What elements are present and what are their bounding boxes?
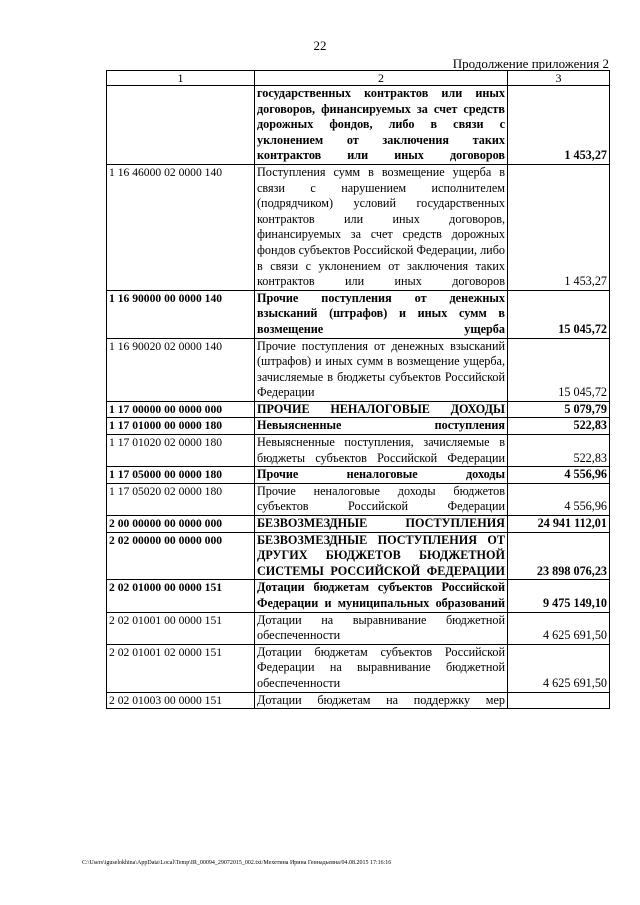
value-cell: 522,83 [508, 418, 610, 435]
code-cell: 1 16 46000 02 0000 140 [107, 164, 255, 290]
description-cell: Поступления сумм в возмещение ущерба в связи с нарушением исполнителем (подрядчиком) условий государственных контрактов или иных договоров, финансируемых за счет средств дорожных фондов субъектов Российской Федерации, либо в связи с уклонением от заключения таких контрактов или иных договоров [255, 164, 508, 290]
description-cell: Прочие поступления от денежных взысканий (штрафов) и иных сумм в возмещение ущерба, зачисляемые в бюджеты субъектов Российской Федерации [255, 338, 508, 401]
table-row [107, 483, 610, 515]
table-row [107, 644, 610, 692]
code-cell: 1 16 90000 00 0000 140 [107, 290, 255, 338]
table-row [107, 418, 610, 435]
value-cell: 1 453,27 [508, 86, 610, 165]
value-cell: 4 556,96 [508, 483, 610, 515]
value-cell: 522,83 [508, 435, 610, 467]
description-cell: Дотации бюджетам субъектов Российской Федерации и муниципальных образований [255, 580, 508, 612]
value-cell: 4 556,96 [508, 467, 610, 484]
table-row [107, 435, 610, 467]
code-cell: 1 17 01020 02 0000 180 [107, 435, 255, 467]
description-cell: государственных контрактов или иных договоров, финансируемых за счет средств дорожных фондов, либо в связи с уклонением от заключения таких контрактов или иных договоров [255, 86, 508, 165]
value-cell: 5 079,79 [508, 401, 610, 418]
description-cell: Прочие поступления от денежных взысканий (штрафов) и иных сумм в возмещение ущерба [255, 290, 508, 338]
column-header: 3 [508, 71, 610, 86]
description-cell: ПРОЧИЕ НЕНАЛОГОВЫЕ ДОХОДЫ [255, 401, 508, 418]
table-row [107, 516, 610, 533]
table-row [107, 401, 610, 418]
table-row [107, 338, 610, 401]
table-row [107, 290, 610, 338]
table-row [107, 612, 610, 644]
budget-table [106, 70, 610, 709]
file-path-footer: C:\Users\iguselokhina\AppData\Local\Temp\IR_00094_29072015_002.txt/Мехетина Ирина Геннадьевна/04.08.2015 17:16:16 [82, 860, 392, 866]
table-row [107, 692, 610, 709]
table-row [107, 580, 610, 612]
description-cell: Прочие неналоговые доходы [255, 467, 508, 484]
code-cell: 2 00 00000 00 0000 000 [107, 516, 255, 533]
continuation-label: Продолжение приложения 2 [452, 56, 609, 71]
value-cell: 23 898 076,23 [508, 532, 610, 580]
page-number: 22 [313, 38, 327, 53]
description-cell: Невыясненные поступления [255, 418, 508, 435]
description-cell: Дотации бюджетам субъектов Российской Федерации на выравнивание бюджетной обеспеченности [255, 644, 508, 692]
table-row [107, 532, 610, 580]
value-cell: 4 625 691,50 [508, 644, 610, 692]
table-header-row [107, 71, 610, 86]
description-cell: Дотации на выравнивание бюджетной обеспеченности [255, 612, 508, 644]
column-header: 2 [255, 71, 508, 86]
table-row [107, 164, 610, 290]
table-row [107, 467, 610, 484]
description-cell: БЕЗВОЗМЕЗДНЫЕ ПОСТУПЛЕНИЯ ОТ ДРУГИХ БЮДЖЕТОВ БЮДЖЕТНОЙ СИСТЕМЫ РОССИЙСКОЙ ФЕДЕРАЦИИ [255, 532, 508, 580]
value-cell: 15 045,72 [508, 338, 610, 401]
code-cell: 2 02 01001 00 0000 151 [107, 612, 255, 644]
code-cell: 1 17 05020 02 0000 180 [107, 483, 255, 515]
code-cell: 1 16 90020 02 0000 140 [107, 338, 255, 401]
code-cell: 1 17 00000 00 0000 000 [107, 401, 255, 418]
code-cell: 1 17 05000 00 0000 180 [107, 467, 255, 484]
code-cell: 1 17 01000 00 0000 180 [107, 418, 255, 435]
value-cell: 9 475 149,10 [508, 580, 610, 612]
value-cell [508, 692, 610, 709]
code-cell: 2 02 01001 02 0000 151 [107, 644, 255, 692]
column-header: 1 [107, 71, 255, 86]
description-cell: БЕЗВОЗМЕЗДНЫЕ ПОСТУПЛЕНИЯ [255, 516, 508, 533]
description-cell: Прочие неналоговые доходы бюджетов субъектов Российской Федерации [255, 483, 508, 515]
value-cell: 24 941 112,01 [508, 516, 610, 533]
code-cell: 2 02 01000 00 0000 151 [107, 580, 255, 612]
table-row [107, 86, 610, 165]
value-cell: 15 045,72 [508, 290, 610, 338]
value-cell: 1 453,27 [508, 164, 610, 290]
description-cell: Дотации бюджетам на поддержку мер [255, 692, 508, 709]
description-cell: Невыясненные поступления, зачисляемые в бюджеты субъектов Российской Федерации [255, 435, 508, 467]
code-cell: 2 02 00000 00 0000 000 [107, 532, 255, 580]
code-cell: 2 02 01003 00 0000 151 [107, 692, 255, 709]
value-cell: 4 625 691,50 [508, 612, 610, 644]
code-cell [107, 86, 255, 165]
